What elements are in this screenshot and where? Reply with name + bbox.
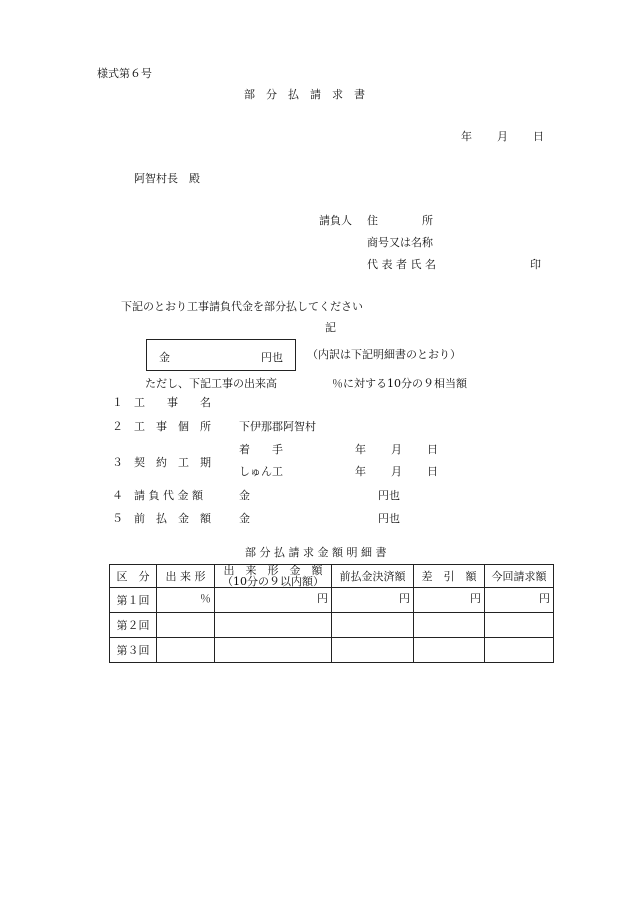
row-label: 第３回	[110, 638, 157, 663]
cell-current-claim	[485, 638, 554, 663]
cell-advance-settlement	[332, 613, 414, 638]
item-3-end-day: 日	[427, 465, 438, 478]
amount-label: 金	[159, 351, 170, 364]
row-label: 第１回	[110, 588, 157, 613]
cell-net	[414, 613, 485, 638]
cell-progress-amount: 円	[215, 588, 332, 613]
table-row	[110, 613, 554, 638]
detail-table	[109, 564, 554, 663]
item-3-start-day: 日	[427, 443, 438, 456]
contractor-representative-label: 代 表 者 氏 名	[367, 258, 436, 271]
item-2-value: 下伊那郡阿智村	[239, 420, 316, 433]
cell-current-claim	[485, 613, 554, 638]
table-row	[110, 638, 554, 663]
date-day: 日	[533, 130, 544, 143]
contractor-label: 請負人	[319, 214, 352, 227]
contractor-company-label: 商号又は名称	[367, 236, 433, 249]
date-month: 月	[497, 130, 508, 143]
intro-text: 下記のとおり工事請負代金を部分払してください	[121, 300, 363, 313]
item-3-end-month: 月	[391, 465, 402, 478]
cell-progress-amount	[215, 638, 332, 663]
ki-heading: 記	[325, 321, 336, 334]
item-3-label: 契 約 工 期	[134, 456, 211, 469]
amount-note: （内訳は下記明細書のとおり）	[307, 348, 461, 361]
amount-box	[146, 339, 296, 371]
seal-mark: 印	[530, 258, 541, 271]
header-progress-amount	[215, 565, 332, 588]
item-4-kin: 金	[239, 489, 250, 502]
proviso-text: ただし、下記工事の出来高 ％に対する10分の９相当額	[145, 377, 467, 390]
form-number: 様式第６号	[97, 67, 152, 80]
cell-advance-settlement: 円	[332, 588, 414, 613]
item-2-number: ２	[112, 420, 123, 433]
item-4-label: 請 負 代 金 額	[134, 489, 203, 502]
cell-progress-amount	[215, 613, 332, 638]
document-title: 部 分 払 請 求 書	[244, 88, 365, 101]
item-1-number: １	[112, 396, 123, 409]
item-5-label: 前 払 金 額	[134, 512, 211, 525]
row-label: 第２回	[110, 613, 157, 638]
header-progress-amount-line1: 出 来 形 金 額	[223, 564, 323, 577]
header-category: 区 分	[110, 565, 157, 588]
amount-unit: 円也	[261, 351, 283, 364]
cell-current-claim: 円	[485, 588, 554, 613]
addressee: 阿智村長 殿	[134, 172, 200, 185]
header-net: 差 引 額	[414, 565, 485, 588]
cell-progress	[157, 613, 215, 638]
contractor-address-label: 住 所	[367, 214, 433, 227]
table-row	[110, 588, 554, 613]
item-3-start-label: 着 手	[239, 443, 283, 456]
date-year: 年	[461, 130, 472, 143]
cell-progress	[157, 638, 215, 663]
item-4-number: ４	[112, 489, 123, 502]
item-3-number: ３	[112, 456, 123, 469]
item-3-start-year: 年	[355, 443, 366, 456]
item-3-start-month: 月	[391, 443, 402, 456]
header-progress-amount-line2: （10分の９以内額）	[222, 575, 324, 588]
cell-advance-settlement	[332, 638, 414, 663]
item-3-end-label: しゅん工	[239, 465, 283, 478]
header-advance-settlement: 前払金決済額	[332, 565, 414, 588]
item-2-label: 工 事 個 所	[134, 420, 211, 433]
item-5-unit: 円也	[378, 512, 400, 525]
cell-progress: ％	[157, 588, 215, 613]
item-3-end-year: 年	[355, 465, 366, 478]
item-5-kin: 金	[239, 512, 250, 525]
header-progress: 出 来 形	[157, 565, 215, 588]
header-current-claim: 今回請求額	[485, 565, 554, 588]
item-4-unit: 円也	[378, 489, 400, 502]
item-1-label: 工 事 名	[134, 396, 211, 409]
item-5-number: ５	[112, 512, 123, 525]
cell-net	[414, 638, 485, 663]
cell-net: 円	[414, 588, 485, 613]
table-title: 部 分 払 請 求 金 額 明 細 書	[245, 546, 387, 559]
table-header-row	[110, 565, 554, 588]
